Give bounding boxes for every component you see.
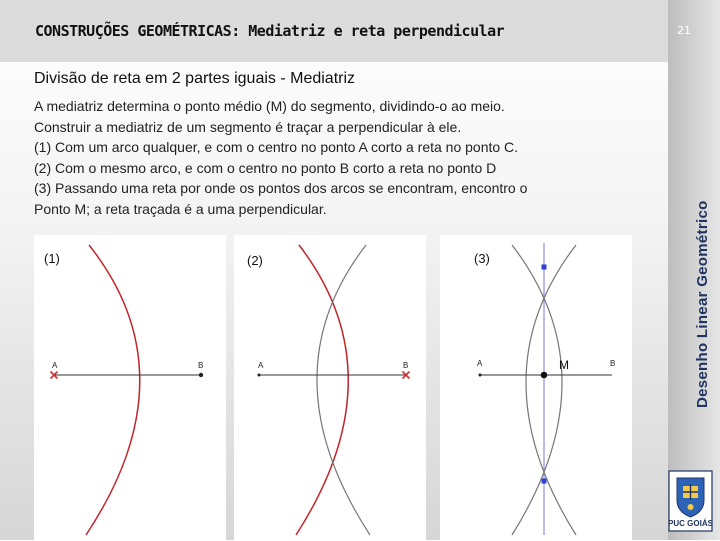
course-label: Desenho Linear Geométrico: [694, 200, 711, 408]
figure-1-label: (1): [44, 251, 60, 266]
figure-1-panel: [34, 235, 226, 541]
figure-3-top-intersection-icon: [542, 265, 547, 270]
figure-2-label: (2): [247, 253, 263, 268]
figure-3-label-b: B: [610, 359, 616, 368]
text-line: (3) Passando uma reta por onde os pontos dos arcos se encontram, encontro o: [34, 180, 528, 196]
figure-3-bottom-intersection-icon: [542, 479, 547, 484]
figure-3-label: (3): [474, 251, 490, 266]
figure-3-point-a-icon: [479, 374, 482, 377]
text-line: (1) Com um arco qualquer, e com o centro no ponto A corto a reta no ponto C.: [34, 139, 519, 155]
figure-3-label-m: M: [559, 358, 569, 372]
figure-2-label-b: B: [403, 361, 409, 370]
figure-2-point-a-icon: [258, 374, 261, 377]
figure-1-label-b: B: [198, 361, 204, 370]
slide-title: CONSTRUÇÕES GEOMÉTRICAS: Mediatriz e reta perpendicular: [35, 22, 505, 40]
text-line: Ponto M; a reta traçada é a uma perpendicular.: [34, 200, 327, 217]
construction-figures: [34, 235, 632, 541]
explanation-text: [34, 96, 634, 219]
figure-2-label-a: A: [258, 361, 264, 370]
section-subtitle: Divisão de reta em 2 partes iguais - Mediatriz: [34, 70, 356, 87]
figure-3-label-a: A: [477, 359, 483, 368]
page-number: 21: [677, 24, 691, 37]
logo-text: PUC GOIÁS: [668, 519, 713, 528]
figure-2-panel: [234, 235, 426, 541]
figure-3-midpoint-icon: [541, 372, 548, 379]
text-line: (2) Com o mesmo arco, e com o centro no ponto B corto a reta no ponto D: [34, 159, 497, 176]
figure-1-label-a: A: [52, 361, 58, 370]
text-line: A mediatriz determina o ponto médio (M) do segmento, dividindo-o ao meio.: [34, 98, 505, 114]
text-line: Construir a mediatriz de um segmento é traçar a perpendicular à ele.: [34, 118, 462, 135]
figure-3-panel: [440, 235, 632, 541]
figure-1-point-b-icon: [199, 373, 203, 377]
